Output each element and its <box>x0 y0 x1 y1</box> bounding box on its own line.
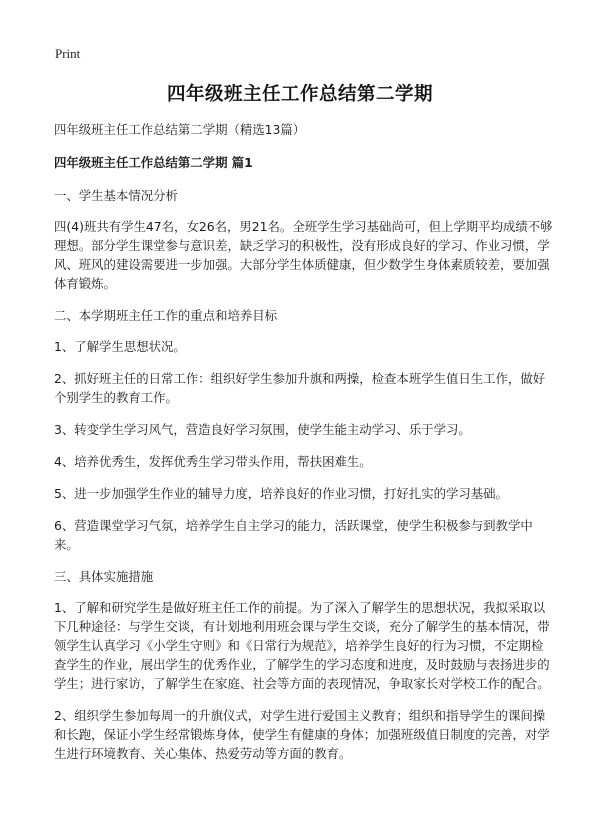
goal-item-6: 6、营造课堂学习气氛，培养学生自主学习的能力，活跃课堂，使学生积极参与到教学中来。 <box>54 518 533 552</box>
measure-item-2: 2、组织学生参加每周一的升旗仪式，对学生进行爱国主义教育；组织和指导学生的课间操和长跑，保证小学生经常锻炼身体，使学生有健康的身体；加强班级值日制度的完善，对学生进行环境教育、关心集体、热爱劳动等方面的教育。 <box>54 708 550 761</box>
goal-item-3: 3、转变学生学习风气，营造良好学习氛围，使学生能主动学习、乐于学习。 <box>54 422 471 437</box>
goal-item-1: 1、了解学生思想状况。 <box>54 339 186 354</box>
section-heading-2: 二、本学期班主任工作的重点和培养目标 <box>54 308 278 323</box>
section-heading-3: 三、具体实施措施 <box>54 569 154 584</box>
section-heading-1: 一、学生基本情况分析 <box>54 188 178 203</box>
print-label: Print <box>55 46 81 61</box>
goal-item-2: 2、抓好班主任的日常工作：组织好学生参加升旗和两操，检查本班学生值日生工作，做好个别学生的教育工作。 <box>54 371 546 405</box>
article-heading: 四年级班主任工作总结第二学期 篇1 <box>54 155 253 170</box>
goal-item-5: 5、进一步加强学生作业的辅导力度，培养良好的作业习惯，打好扎实的学习基础。 <box>54 486 508 501</box>
measure-item-1: 1、了解和研究学生是做好班主任工作的前提。为了深入了解学生的思想状况，我拟采取以下几种途径：与学生交谈，有计划地利用班会课与学生交谈，充分了解学生的基本情况，带领学生认真学习《小学生守则》和《日常行为规范》，培养学生良好的行为习惯，不定期检查学生的作业，展出学生的优秀作业，了解学生的学习态度和进度，及时鼓励与表扬进步的学生；进行家访，了解学生在家庭、社会等方面的表现情况，争取家长对学校工作的配合。 <box>54 600 550 691</box>
paragraph-student-analysis: 四(4)班共有学生47名，女26名，男21名。全班学生学习基础尚可，但上学期平均成绩不够理想。部分学生课堂参与意识差，缺乏学习的积极性，没有形成良好的学习、作业习惯，学风、班风的建设需要进一步加强。大部分学生体质健康，但少数学生身体素质较差，要加强体育锻炼。 <box>54 219 553 291</box>
document-body <box>54 120 554 776</box>
goal-item-4: 4、培养优秀生，发挥优秀生学习带头作用，帮扶困难生。 <box>54 454 372 469</box>
page-title: 四年级班主任工作总结第二学期 <box>166 84 433 105</box>
document-subtitle: 四年级班主任工作总结第二学期（精选13篇） <box>54 122 306 137</box>
